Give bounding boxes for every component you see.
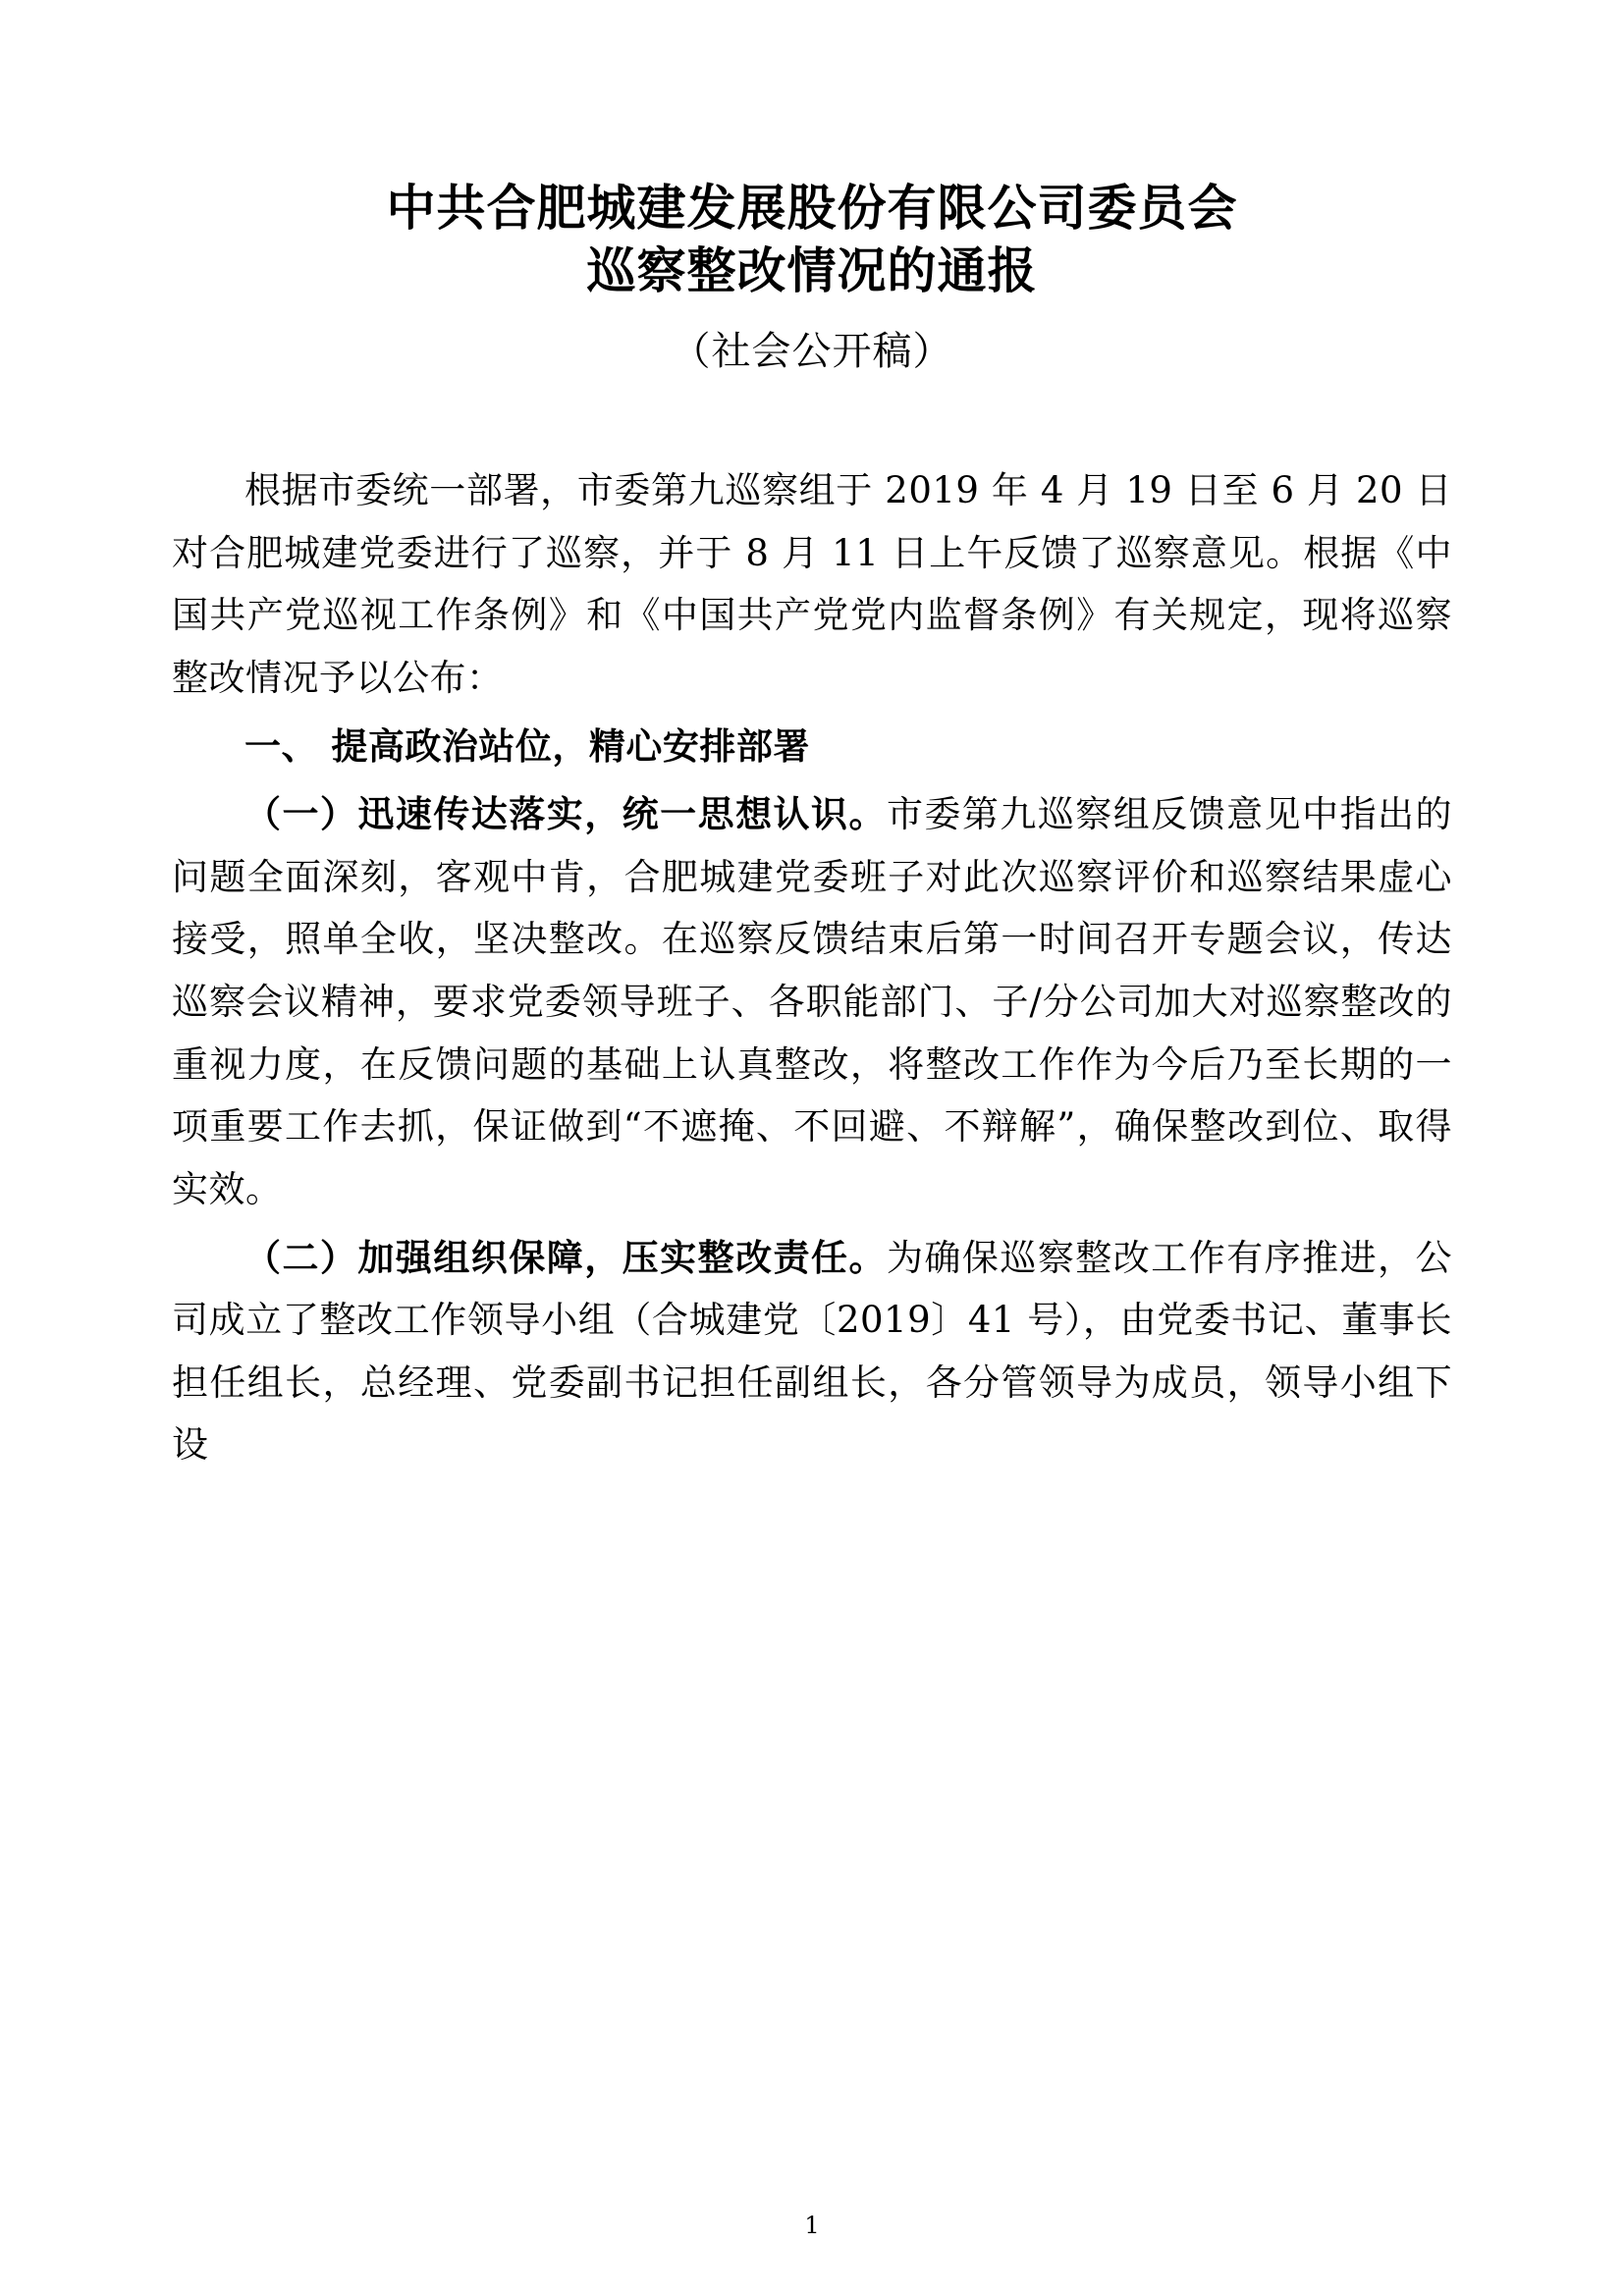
paragraph-item-1-2-lead: （二）加强组织保障，压实整改责任。 bbox=[244, 1235, 887, 1279]
section-heading-1-text: 一、 提高政治站位，精心安排部署 bbox=[244, 723, 810, 768]
document-title-block bbox=[172, 177, 1452, 381]
page-number: 1 bbox=[804, 2212, 820, 2239]
document-title-line-1: 中共合肥城建发展股份有限公司委员会 bbox=[386, 179, 1238, 237]
paragraph-item-1-1 bbox=[172, 783, 1452, 1220]
paragraph-intro-text: 根据市委统一部署，市委第九巡察组于 2019 年 4 月 19 日至 6 月 20 日对合肥城建党委进行了巡察，并于 8 月 11 日上午反馈了巡察意见。根据《中国共产党巡视工作条例》和《中国共产党党内监督条例》有关规定，现将巡察整改情况予以公布： bbox=[172, 469, 1452, 699]
paragraph-intro bbox=[172, 459, 1452, 710]
paragraph-item-1-1-lead: （一）迅速传达落实，统一思想认识。 bbox=[244, 792, 887, 836]
section-heading-1 bbox=[172, 716, 1452, 778]
paragraph-item-1-2-text: 为确保巡察整改工作有序推进，公司成立了整改工作领导小组（合城建党〔2019〕41 号），由党委书记、董事长担任组长，总经理、党委副书记担任副组长，各分管领导为成员，领导小组下设 bbox=[172, 1236, 1453, 1467]
paragraph-item-1-2 bbox=[172, 1227, 1452, 1477]
document-body bbox=[172, 459, 1452, 1476]
paragraph-item-1-1-text: 市委第九巡察组反馈意见中指出的问题全面深刻，客观中肯，合肥城建党委班子对此次巡察评价和巡察结果虚心接受，照单全收，坚决整改。在巡察反馈结束后第一时间召开专题会议，传达巡察会议精神，要求党委领导班子、各职能部门、子/分公司加大对巡察整改的重视力度，在反馈问题的基础上认真整改，将整改工作作为今后乃至长期的一项重要工作去抓，保证做到“不遮掩、不回避、不辩解”，确保整改到位、取得实效。 bbox=[172, 793, 1453, 1210]
document-title-line-2: 巡察整改情况的通报 bbox=[586, 241, 1038, 299]
document-subtitle: （社会公开稿） bbox=[671, 329, 953, 374]
